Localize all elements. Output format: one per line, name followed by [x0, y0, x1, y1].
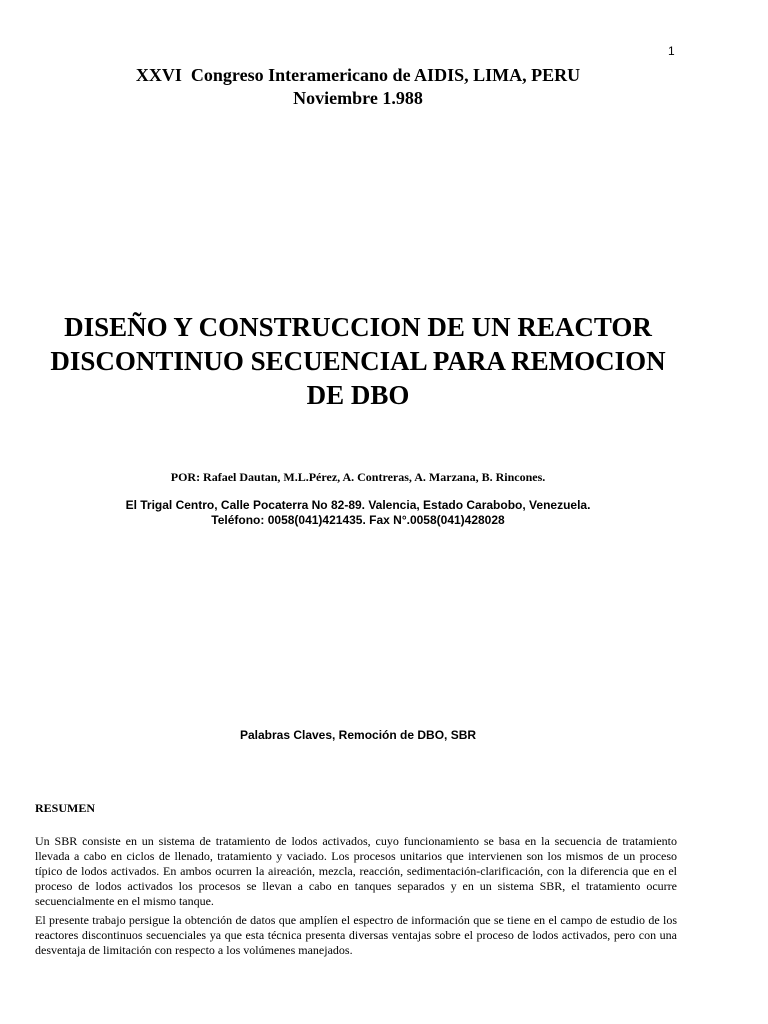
abstract-paragraph-2: El presente trabajo persigue la obtención de datos que amplíen el espectro de información que se tiene en el campo de estudio de los reactores discontinuos secuenciales ya que esta técnica presenta diversas ventajas sobre el proceso de lodos activados, pero con una desventaja de limitación con respecto a los volúmenes manejados. [35, 913, 677, 957]
page-number: 1 [668, 44, 675, 58]
address-line: El Trigal Centro, Calle Pocaterra No 82-89. Valencia, Estado Carabobo, Venezuela. [125, 498, 591, 512]
conference-name: XXVI Congreso Interamericano de AIDIS, LIMA, PERU [135, 65, 581, 85]
abstract-heading: RESUMEN [35, 801, 96, 815]
contact-line: Teléfono: 0058(041)421435. Fax N°.0058(041)428028 [211, 513, 505, 527]
paper-title [0, 310, 716, 412]
authors: POR: Rafael Dautan, M.L.Pérez, A. Contreras, A. Marzana, B. Rincones. [170, 470, 546, 484]
conference-header [0, 64, 716, 110]
conference-date: Noviembre 1.988 [293, 88, 423, 108]
abstract-paragraph-1: Un SBR consiste en un sistema de tratamiento de lodos activados, cuyo funcionamiento se basa en la secuencia de tratamiento llevada a cabo en ciclos de llenado, tratamiento y vaciado. Los procesos unitarios que intervienen son los mismos de un proceso típico de lodos activados. En ambos ocurren la aireación, mezcla, reacción, sedimentación-clarificación, con la diferencia que en el proceso de lodos activados los procesos se llevan a cabo en tanques separados y en un sistema SBR, el tratamiento ocurre secuencialmente en el mismo tanque. [35, 834, 677, 908]
paper-title-line-2: DISCONTINUO SECUENCIAL PARA REMOCION [50, 346, 666, 376]
abstract-body [35, 834, 677, 962]
paper-title-line-3: DE DBO [306, 380, 410, 410]
paper-title-line-1: DISEÑO Y CONSTRUCCION DE UN REACTOR [64, 312, 652, 342]
affiliation-address [0, 498, 716, 528]
keywords: Palabras Claves, Remoción de DBO, SBR [239, 728, 477, 742]
